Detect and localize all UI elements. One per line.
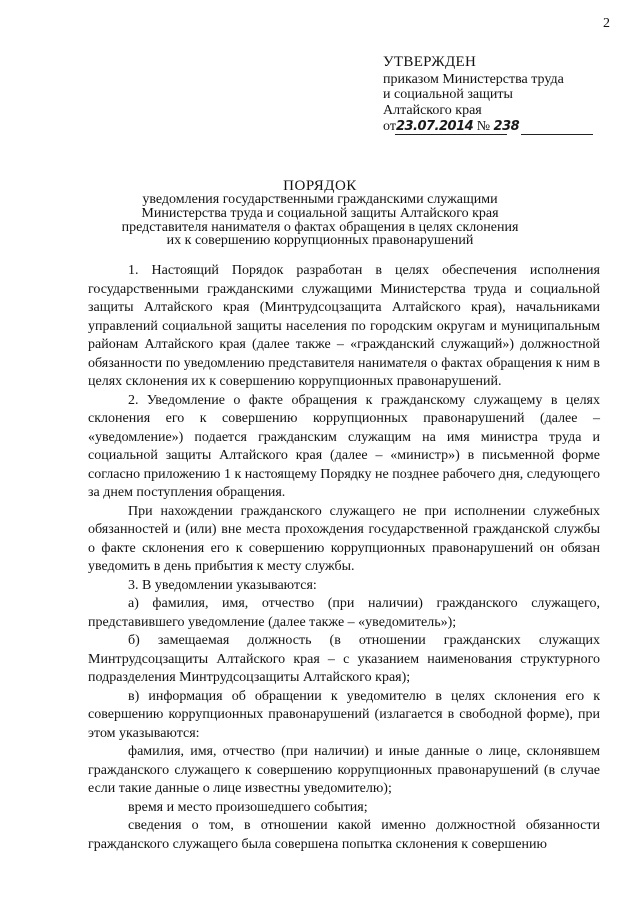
paragraph: 1. Настоящий Порядок разработан в целях обеспечения исполнения государственными гражданскими служащими Министерства труда и социальной защиты Алтайского края (Минтрудсоцзащита Алтайского края), начальниками управлений социальной защиты населения по городским округам и муниципальным районам Алтайского края (далее также – «гражданский служащий») должностной обязанности по уведомлению представителя нанимателя о фактах обращения к ним в целях склонения их к совершению коррупционных правонарушений. bbox=[88, 263, 600, 389]
paragraph: в) информация об обращении к уведомителю в целях склонения его к совершению коррупционных правонарушений (излагается в свободной форме), при этом указываются: bbox=[88, 688, 600, 741]
approval-title: УТВЕРЖДЕН bbox=[383, 54, 477, 70]
number-label: № bbox=[476, 119, 491, 134]
document-title: ПОРЯДОК bbox=[283, 178, 357, 194]
number-underline bbox=[521, 134, 593, 135]
paragraph: время и место произошедшего события; bbox=[128, 799, 368, 815]
page-number: 2 bbox=[603, 16, 610, 31]
paragraph: фамилия, имя, отчество (при наличии) и иные данные о лице, склонявшем гражданского служащего к совершению коррупционных правонарушений (в случае если такие данные о лице известны уведомителю); bbox=[88, 744, 600, 796]
approval-line: и социальной защиты bbox=[383, 87, 513, 102]
approval-stamp bbox=[383, 55, 613, 135]
paragraph: сведения о том, в отношении какой именно должностной обязанности гражданского служащего была совершена попытка склонения к совершению bbox=[88, 818, 600, 852]
paragraph: При нахождении гражданского служащего не при исполнении служебных обязанностей и (или) вне места прохождения государственной гражданской службы о факте склонения его к совершению коррупционных правонарушений он обязан уведомить в день прибытия к месту службы. bbox=[88, 503, 600, 574]
date-underline bbox=[395, 134, 507, 135]
handwritten-date: 23.07.2014 bbox=[395, 119, 474, 134]
approval-date-line bbox=[383, 119, 613, 135]
handwritten-number: 238 bbox=[493, 119, 520, 134]
paragraph: 2. Уведомление о факте обращения к гражданскому служащему в целях склонения его к совершению коррупционных правонарушений (далее – «уведомление») подается гражданским служащим на имя министра труда и социальной защиты Алтайского края (далее – «министр») в письменной форме согласно приложению 1 к настоящему Порядку не позднее рабочего дня, следующего за днем поступления обращения. bbox=[88, 392, 600, 500]
approval-line: Алтайского края bbox=[383, 102, 482, 118]
document-subtitle: уведомления государственными гражданскими служащими Министерства труда и социальной защиты Алтайского края представителя нанимателя о фактах обращения в целях склонения их к совершению коррупционных правонарушений bbox=[121, 192, 519, 249]
date-prefix: от bbox=[383, 119, 396, 134]
document-body bbox=[88, 262, 600, 854]
paragraph: а) фамилия, имя, отчество (при наличии) гражданского служащего, представившего уведомление (далее также – «уведомитель»); bbox=[88, 596, 600, 630]
approval-line: приказом Министерства труда bbox=[383, 71, 564, 87]
paragraph: б) замещаемая должность (в отношении гражданских служащих Минтрудсоцзащиты Алтайского края – с указанием наименования структурного подразделения Минтрудсоцзащиты Алтайского края); bbox=[88, 633, 600, 685]
paragraph: 3. В уведомлении указываются: bbox=[128, 577, 317, 593]
